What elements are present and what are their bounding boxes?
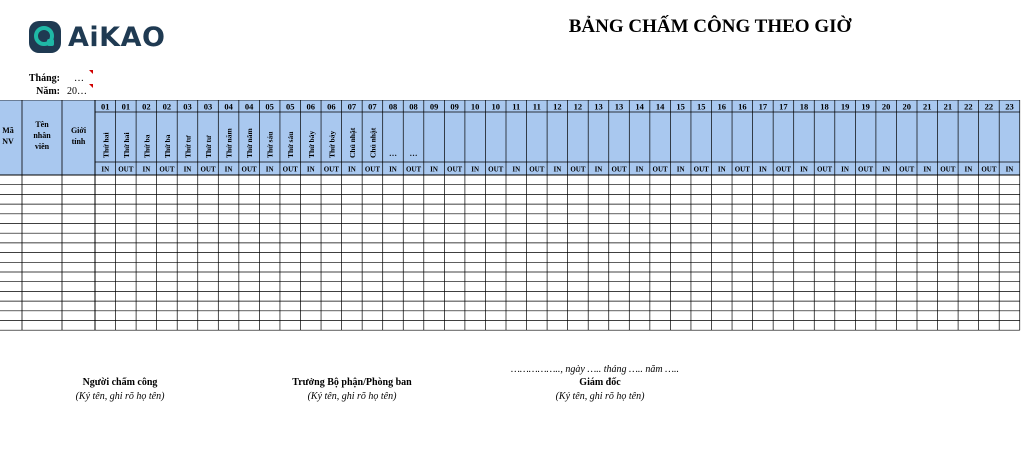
in-out-label: OUT [282, 165, 298, 174]
day-number: 03 [203, 101, 213, 112]
in-out-label: IN [347, 165, 356, 174]
day-number: 08 [409, 101, 418, 112]
day-number: 11 [532, 101, 541, 112]
day-number: 17 [779, 101, 788, 112]
day-number: 06 [306, 101, 316, 112]
in-out-label: IN [471, 165, 480, 174]
in-out-label: OUT [899, 165, 915, 174]
in-out-label: IN [717, 165, 726, 174]
in-out-label: IN [430, 165, 438, 174]
in-out-label: OUT [693, 165, 709, 174]
weekday-label: … [388, 149, 397, 158]
weekday-label: Thứ sáu [286, 131, 296, 158]
day-number: 15 [676, 101, 685, 112]
in-out-label: IN [758, 165, 767, 174]
day-number: 01 [101, 101, 110, 112]
day-number: 10 [470, 101, 480, 112]
header-employee-id: NV [2, 137, 14, 146]
page-title: BẢNG CHẤM CÔNG THEO GIỜ [568, 16, 852, 37]
in-out-label: IN [183, 165, 192, 174]
in-out-label: IN [512, 165, 521, 174]
day-number: 08 [388, 101, 398, 112]
header-employee-name: nhân [33, 131, 51, 140]
in-out-label: IN [1005, 165, 1014, 174]
weekday-label: Thứ tư [204, 135, 214, 158]
in-out-label: OUT [447, 165, 463, 174]
in-out-label: IN [841, 165, 849, 174]
day-number: 04 [224, 101, 233, 112]
day-number: 05 [285, 101, 295, 112]
month-label: Tháng: [28, 73, 60, 84]
weekday-label: Thứ bảy [306, 130, 316, 158]
day-number: 07 [347, 101, 357, 112]
in-out-label: IN [964, 165, 973, 174]
in-out-label: OUT [981, 165, 997, 174]
signer-role: Trưởng Bộ phận/Phòng ban [292, 377, 412, 388]
day-number: 14 [635, 101, 644, 112]
month-value[interactable]: … [74, 73, 84, 84]
in-out-label: OUT [323, 165, 339, 174]
day-number: 02 [142, 101, 151, 112]
in-out-label: IN [142, 165, 151, 174]
weekday-label: Thứ năm [245, 128, 255, 158]
day-number: 12 [553, 101, 562, 112]
in-out-label: OUT [364, 165, 381, 174]
in-out-label: OUT [241, 165, 257, 174]
day-number: 17 [758, 101, 768, 112]
day-number: 03 [183, 101, 192, 112]
header-gender: tính [71, 137, 86, 146]
in-out-label: OUT [858, 165, 874, 174]
day-number: 20 [902, 101, 911, 112]
in-out-label: IN [676, 165, 685, 174]
in-out-label: OUT [118, 165, 134, 174]
day-number: 10 [491, 101, 500, 112]
day-number: 23 [1005, 101, 1014, 112]
day-number: 19 [861, 101, 870, 112]
timesheet-grid [0, 100, 1024, 350]
weekday-label: Thứ tư [183, 135, 193, 158]
day-number: 16 [717, 101, 727, 112]
in-out-label: OUT [159, 165, 175, 174]
in-out-label: OUT [611, 165, 627, 174]
weekday-label: Thứ hai [101, 132, 111, 158]
logo-text: AiKAO [68, 21, 166, 53]
year-label: Năm: [36, 86, 60, 97]
day-number: 09 [429, 101, 439, 112]
day-number: 21 [923, 101, 932, 112]
day-number: 16 [738, 101, 747, 112]
in-out-label: OUT [405, 165, 422, 174]
in-out-label: IN [389, 165, 397, 174]
weekday-label: Thứ ba [142, 134, 152, 158]
in-out-label: OUT [200, 165, 216, 174]
cell-note-marker [89, 84, 93, 88]
day-number: 22 [964, 101, 973, 112]
day-number: 19 [840, 101, 850, 112]
day-number: 15 [696, 101, 706, 112]
in-out-label: IN [265, 165, 274, 174]
signer-hint: (Ký tên, ghi rõ họ tên) [307, 391, 397, 402]
weekday-label: Thứ sáu [265, 131, 275, 158]
signer-department-head [262, 377, 442, 402]
brand-logo [28, 19, 188, 55]
day-number: 12 [573, 101, 583, 112]
signer-director [520, 377, 680, 402]
day-number: 20 [881, 101, 891, 112]
weekday-label: … [409, 149, 418, 158]
cell-note-marker [89, 70, 93, 74]
aikao-logo-icon [28, 20, 62, 54]
in-out-label: IN [635, 165, 644, 174]
day-number: 09 [450, 101, 459, 112]
in-out-label: OUT [652, 165, 668, 174]
year-value[interactable]: 20… [67, 86, 87, 97]
weekday-label: Thứ hai [121, 132, 131, 158]
in-out-label: IN [882, 165, 891, 174]
in-out-label: IN [800, 165, 808, 174]
in-out-label: IN [594, 165, 603, 174]
timesheet-table [0, 100, 1024, 350]
header-employee-id: Mã [2, 126, 14, 135]
in-out-label: IN [553, 165, 562, 174]
signer-role: Người chấm công [82, 377, 158, 388]
in-out-label: OUT [529, 165, 545, 174]
in-out-label: OUT [940, 165, 956, 174]
weekday-label: Thứ năm [224, 128, 234, 158]
day-number: 13 [594, 101, 603, 112]
day-number: 18 [799, 101, 809, 112]
day-number: 21 [943, 101, 953, 112]
day-number: 04 [244, 101, 254, 112]
in-out-label: OUT [570, 165, 586, 174]
signer-timekeeper [40, 377, 200, 402]
signer-role: Giám đốc [579, 377, 621, 388]
in-out-label: OUT [775, 165, 792, 174]
signer-hint: (Ký tên, ghi rõ họ tên) [555, 391, 645, 402]
header-employee-name: viên [34, 142, 50, 151]
day-number: 07 [368, 101, 377, 112]
in-out-label: OUT [816, 165, 833, 174]
day-number: 22 [984, 101, 994, 112]
day-number: 18 [820, 101, 829, 112]
weekday-label: Chủ nhật [347, 127, 357, 158]
day-number: 13 [614, 101, 624, 112]
in-out-label: IN [224, 165, 233, 174]
day-number: 11 [512, 101, 521, 112]
signer-hint: (Ký tên, ghi rõ họ tên) [75, 391, 165, 402]
header-employee-name: Tên [35, 120, 49, 129]
weekday-label: Thứ bảy [327, 130, 337, 158]
day-number: 14 [655, 101, 665, 112]
day-number: 02 [162, 101, 172, 112]
in-out-label: IN [306, 165, 315, 174]
date-line: …………….., ngày ….. tháng ….. năm ….. [510, 364, 680, 375]
header-gender: Giới [70, 126, 87, 135]
day-number: 06 [327, 101, 336, 112]
in-out-label: OUT [734, 165, 750, 174]
in-out-label: IN [923, 165, 932, 174]
weekday-label: Thứ ba [162, 134, 172, 158]
day-number: 01 [121, 101, 131, 112]
weekday-label: Chủ nhật [368, 127, 378, 158]
in-out-label: IN [101, 165, 110, 174]
day-number: 05 [265, 101, 274, 112]
in-out-label: OUT [488, 165, 504, 174]
